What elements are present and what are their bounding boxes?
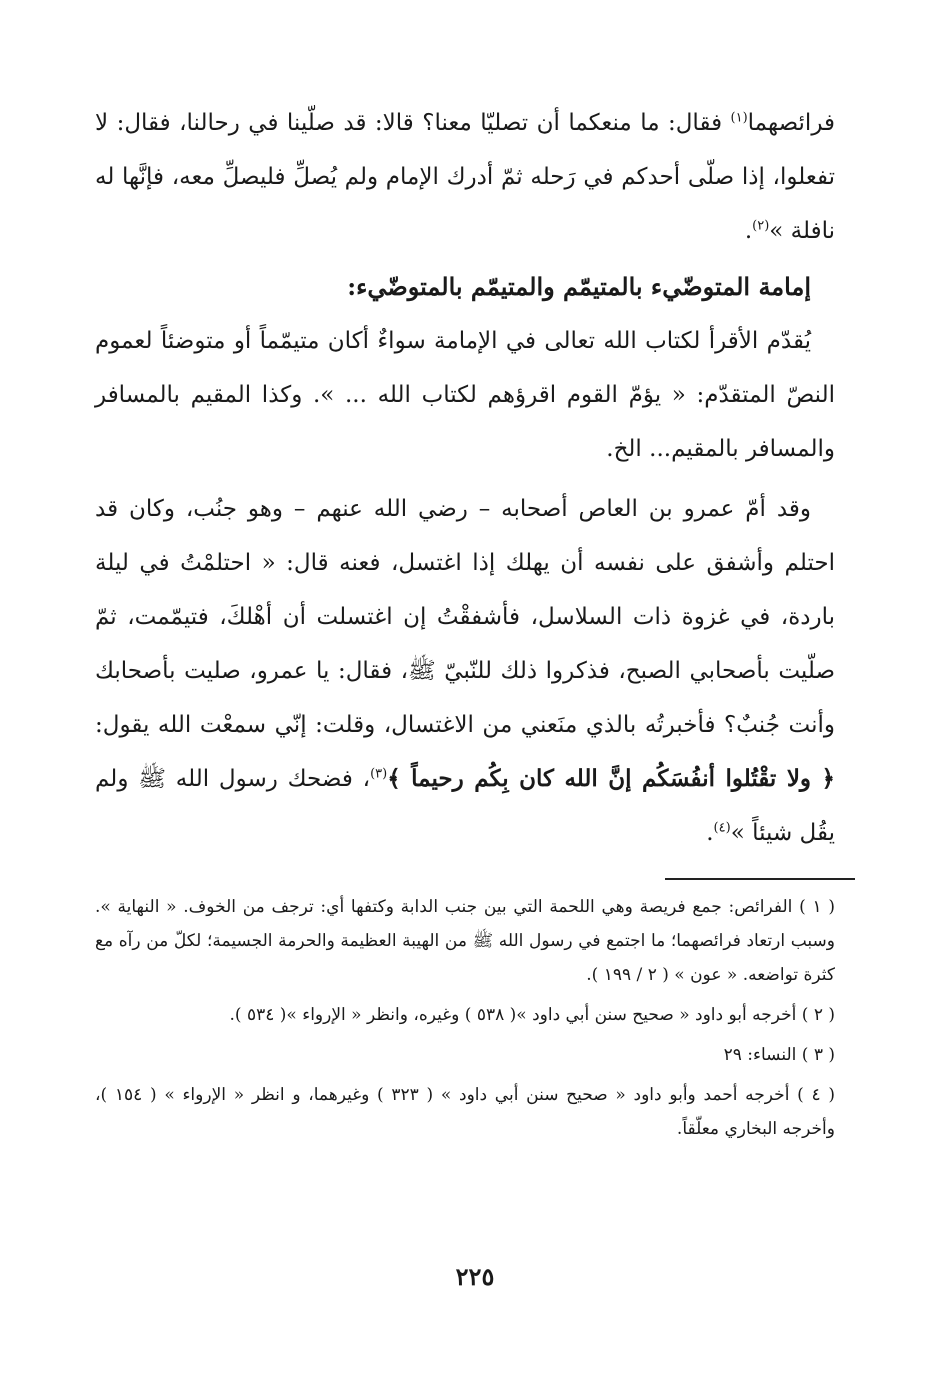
footnote-ref-2[interactable]: (٢) (752, 218, 770, 234)
paragraph-3-text: وقد أمّ عمرو بن العاص أصحابه – رضي الله عنهم – وهو جنُب، وكان قد احتلم وأشفق على نفسه أن يهلك إذا اغتسل، فعنه قال: « احتلمْتُ في ليلة باردة، في غزوة ذات السلاسل، فأشفقْتُ إن اغتسلت أن أهْلكَ، فتيمّمت، ثمّ صلّيت بأصحابي الصبح، فذكروا ذلك للنّبيّ ﷺ، فقال: يا عمرو، صليت بأصحابك وأنت جُنبٌ؟ فأخبرتُه بالذي منَعني من الاغتسال، وقلت: إنّي سمعْت الله يقول: (95, 496, 835, 738)
footnote-ref-4[interactable]: (٤) (713, 820, 731, 836)
quran-verse: ﴿ ولا تقْتُلوا أنفُسَكُم إنَّ الله كان بِكُم رحيماً ﴾ (387, 765, 836, 792)
paragraph-1-start: فرائصهما (747, 110, 835, 136)
footnote-ref-3[interactable]: (٣) (370, 766, 388, 782)
footnote-ref-1[interactable]: (١) (730, 110, 748, 126)
footnote-1: ( ١ ) الفرائص: جمع فريصة وهي اللحمة التي بين جنب الدابة وكتفها أي: ترجف من الخوف. « النهاية ». وسبب ارتعاد فرائصهما؛ ما اجتمع في رسول الله ﷺ من الهيبة العظيمة والحرمة الجسيمة؛ لكلّ من رآه مع كثرة تواضعه. « عون » ( ٢ / ١٩٩ ). (95, 897, 835, 985)
footnote-divider (665, 878, 855, 880)
paragraph-1-text: فقال: ما منعكما أن تصليّا معنا؟ قالا: قد صلّينا في رحالنا، فقال: لا تفعلوا، إذا صلّى أحدكم في رَحله ثمّ أدرك الإمام ولم يُصلِّ فليصلِّ معه، فإنَّها له نافلة » (95, 110, 835, 244)
paragraph-3-end: . (706, 820, 714, 846)
footnote-3: ( ٣ ) النساء: ٢٩ (723, 1045, 835, 1065)
page-number: ٢٢٥ (455, 1262, 495, 1291)
paragraph-1-end: . (744, 218, 753, 244)
body-text (95, 96, 835, 860)
footnote-2: ( ٢ ) أخرجه أبو داود « صحيح سنن أبي داود »( ٥٣٨ ) وغيره، وانظر « الإرواء »( ٥٣٤ ). (229, 1005, 835, 1025)
paragraph-3 (95, 482, 835, 860)
paragraph-2: يُقدّم الأقرأ لكتاب الله تعالى في الإمامة سواءٌ أكان متيمّماً أو متوضئاً لعموم النصّ المتقدّم: « يؤمّ القوم اقرؤهم لكتاب الله ... ». وكذا المقيم بالمسافر والمسافر بالمقيم... الخ. (95, 328, 835, 462)
footnotes (95, 890, 835, 1152)
paragraph-1 (95, 96, 835, 258)
footnote-4: ( ٤ ) أخرجه أحمد وأبو داود « صحيح سنن أبي داود » ( ٣٢٣ ) وغيرهما، و انظر « الإرواء » ( ١٥٤ )، وأخرجه البخاري معلّقاً. (95, 1085, 835, 1139)
paragraph-3-continuation: ، فضحك رسول الله ﷺ ولم يقُل شيئاً » (95, 766, 835, 846)
main-text (95, 96, 835, 860)
section-heading: إمامة المتوضّيء بالمتيمّم والمتيمّم بالمتوضّيء: (347, 272, 811, 301)
